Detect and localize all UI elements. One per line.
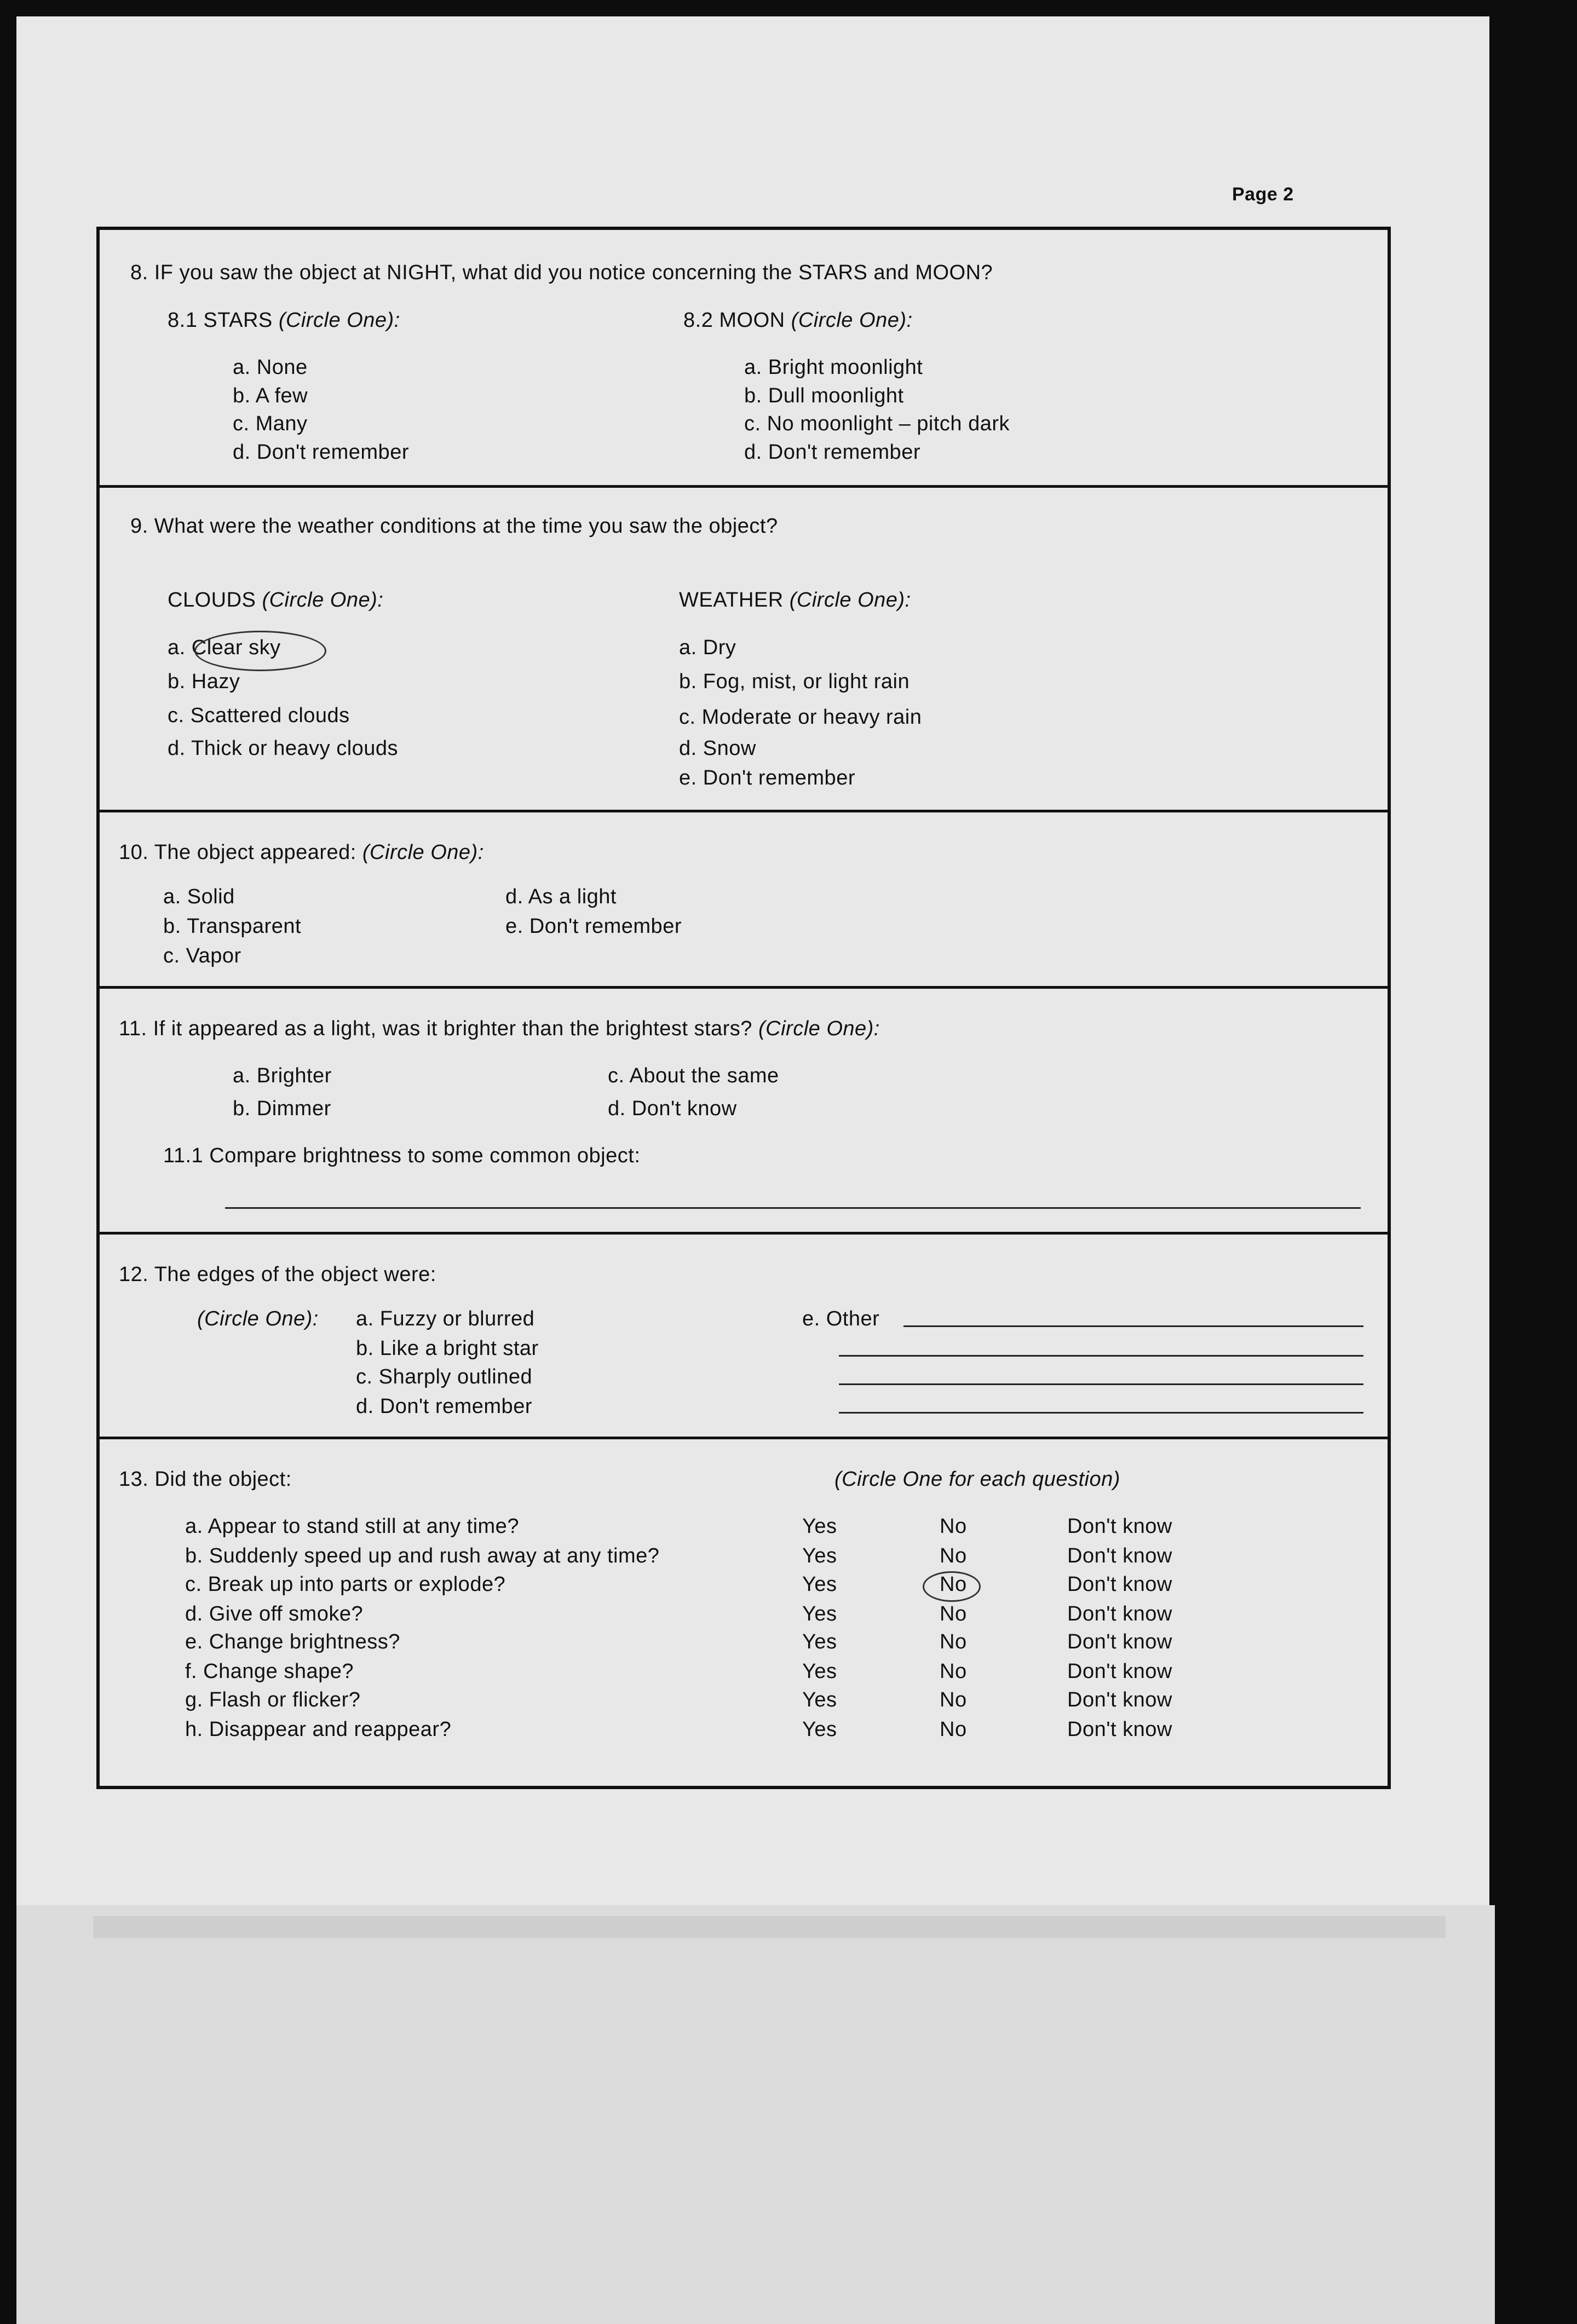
instruction-text: (Circle One for each question) [834, 1468, 1120, 1491]
moon-label: 8.2 MOON [683, 309, 785, 332]
divider [96, 485, 1391, 488]
option[interactable]: b. Hazy [168, 670, 240, 693]
option[interactable]: b. Dull moonlight [744, 384, 904, 407]
divider [96, 986, 1391, 989]
moon-heading [683, 308, 913, 332]
answer-yes[interactable]: Yes [802, 1544, 837, 1567]
answer-dont-know[interactable]: Don't know [1067, 1630, 1172, 1653]
page-number: Page 2 [1232, 184, 1294, 205]
option-other[interactable]: e. Other [802, 1307, 880, 1330]
answer-no[interactable]: No [940, 1515, 967, 1538]
question-text: 13. Did the object: [119, 1468, 292, 1491]
option[interactable]: a. Brighter [233, 1064, 332, 1087]
question-text: 9. What were the weather conditions at the time you saw the object? [130, 515, 778, 538]
option[interactable]: c. Moderate or heavy rain [679, 706, 922, 729]
question-text [119, 840, 484, 864]
option[interactable]: d. Don't remember [744, 441, 920, 464]
option[interactable]: e. Don't remember [679, 766, 855, 789]
option[interactable]: c. Vapor [163, 944, 241, 967]
item-question: a. Appear to stand still at any time? [185, 1515, 519, 1538]
divider [96, 810, 1391, 812]
answer-dont-know[interactable]: Don't know [1067, 1544, 1172, 1567]
answer-yes[interactable]: Yes [802, 1718, 837, 1741]
option[interactable]: e. Don't remember [505, 915, 682, 938]
answer-dont-know[interactable]: Don't know [1067, 1688, 1172, 1711]
underlying-page [16, 1905, 1495, 2324]
option[interactable]: a. Dry [679, 636, 736, 659]
answer-no[interactable]: No [940, 1718, 967, 1741]
option[interactable]: c. Sharply outlined [356, 1365, 533, 1388]
other-line[interactable] [839, 1412, 1363, 1414]
option[interactable]: b. Fog, mist, or light rain [679, 670, 910, 693]
handwritten-circle [194, 631, 326, 671]
stars-heading [168, 308, 400, 332]
answer-yes[interactable]: Yes [802, 1688, 837, 1711]
answer-line[interactable] [225, 1207, 1361, 1209]
instruction: (Circle One): [197, 1307, 319, 1330]
option[interactable]: d. Don't remember [233, 441, 409, 464]
answer-yes[interactable]: Yes [802, 1630, 837, 1653]
answer-yes[interactable]: Yes [802, 1515, 837, 1538]
option[interactable]: c. No moonlight – pitch dark [744, 412, 1010, 435]
question-text: 12. The edges of the object were: [119, 1263, 436, 1286]
option[interactable]: a. Bright moonlight [744, 356, 923, 379]
answer-yes[interactable]: Yes [802, 1660, 837, 1683]
option[interactable]: c. Many [233, 412, 308, 435]
page-shadow [93, 1916, 1446, 1938]
answer-no[interactable]: No [940, 1602, 967, 1625]
option[interactable]: d. Don't remember [356, 1395, 532, 1418]
option[interactable]: c. Scattered clouds [168, 704, 350, 727]
question-label: 10. The object appeared: [119, 841, 356, 864]
item-question: e. Change brightness? [185, 1630, 400, 1653]
item-question: d. Give off smoke? [185, 1602, 364, 1625]
answer-yes[interactable]: Yes [802, 1602, 837, 1625]
answer-yes[interactable]: Yes [802, 1573, 837, 1596]
answer-dont-know[interactable]: Don't know [1067, 1573, 1172, 1596]
answer-no[interactable]: No [940, 1688, 967, 1711]
question-text [119, 1017, 880, 1041]
item-question: c. Break up into parts or explode? [185, 1573, 506, 1596]
instruction: (Circle One): [791, 309, 913, 332]
option[interactable]: d. As a light [505, 885, 617, 908]
handwritten-circle [923, 1571, 981, 1602]
other-line[interactable] [903, 1325, 1363, 1327]
divider [96, 1232, 1391, 1235]
answer-dont-know[interactable]: Don't know [1067, 1718, 1172, 1741]
sub-question: 11.1 Compare brightness to some common object: [163, 1144, 641, 1167]
option[interactable]: d. Don't know [608, 1097, 737, 1120]
stars-label: 8.1 STARS [168, 309, 273, 332]
clouds-heading [168, 588, 383, 612]
instruction: (Circle One): [758, 1017, 880, 1040]
answer-no[interactable]: No [940, 1630, 967, 1653]
option[interactable]: b. Transparent [163, 915, 302, 938]
divider [96, 1437, 1391, 1439]
answer-no[interactable]: No [940, 1660, 967, 1683]
question-label: 11. If it appeared as a light, was it brighter than the brightest stars? [119, 1017, 752, 1040]
answer-dont-know[interactable]: Don't know [1067, 1660, 1172, 1683]
option[interactable]: a. Clear sky [168, 636, 281, 659]
instruction: (Circle One): [789, 589, 911, 612]
question-text: 8. IF you saw the object at NIGHT, what did you notice concerning the STARS and MOON? [130, 261, 993, 284]
option[interactable]: d. Thick or heavy clouds [168, 737, 399, 760]
other-line[interactable] [839, 1355, 1363, 1357]
option[interactable]: b. A few [233, 384, 308, 407]
weather-heading [679, 588, 911, 612]
item-question: g. Flash or flicker? [185, 1688, 361, 1711]
option[interactable]: a. Fuzzy or blurred [356, 1307, 535, 1330]
item-question: b. Suddenly speed up and rush away at any time? [185, 1544, 660, 1567]
option[interactable]: a. None [233, 356, 308, 379]
instruction: (Circle One): [262, 589, 384, 612]
item-question: h. Disappear and reappear? [185, 1718, 452, 1741]
weather-label: WEATHER [679, 589, 784, 612]
option[interactable]: c. About the same [608, 1064, 779, 1087]
option[interactable]: a. Solid [163, 885, 235, 908]
answer-dont-know[interactable]: Don't know [1067, 1515, 1172, 1538]
option[interactable]: b. Like a bright star [356, 1337, 539, 1360]
clouds-label: CLOUDS [168, 589, 256, 612]
item-question: f. Change shape? [185, 1660, 354, 1683]
answer-no[interactable]: No [940, 1573, 967, 1596]
instruction [834, 1467, 1120, 1491]
other-line[interactable] [839, 1383, 1363, 1385]
instruction: (Circle One): [362, 841, 484, 864]
instruction: (Circle One): [278, 309, 400, 332]
option[interactable]: b. Dimmer [233, 1097, 331, 1120]
answer-dont-know[interactable]: Don't know [1067, 1602, 1172, 1625]
option[interactable]: d. Snow [679, 737, 756, 760]
answer-no[interactable]: No [940, 1544, 967, 1567]
